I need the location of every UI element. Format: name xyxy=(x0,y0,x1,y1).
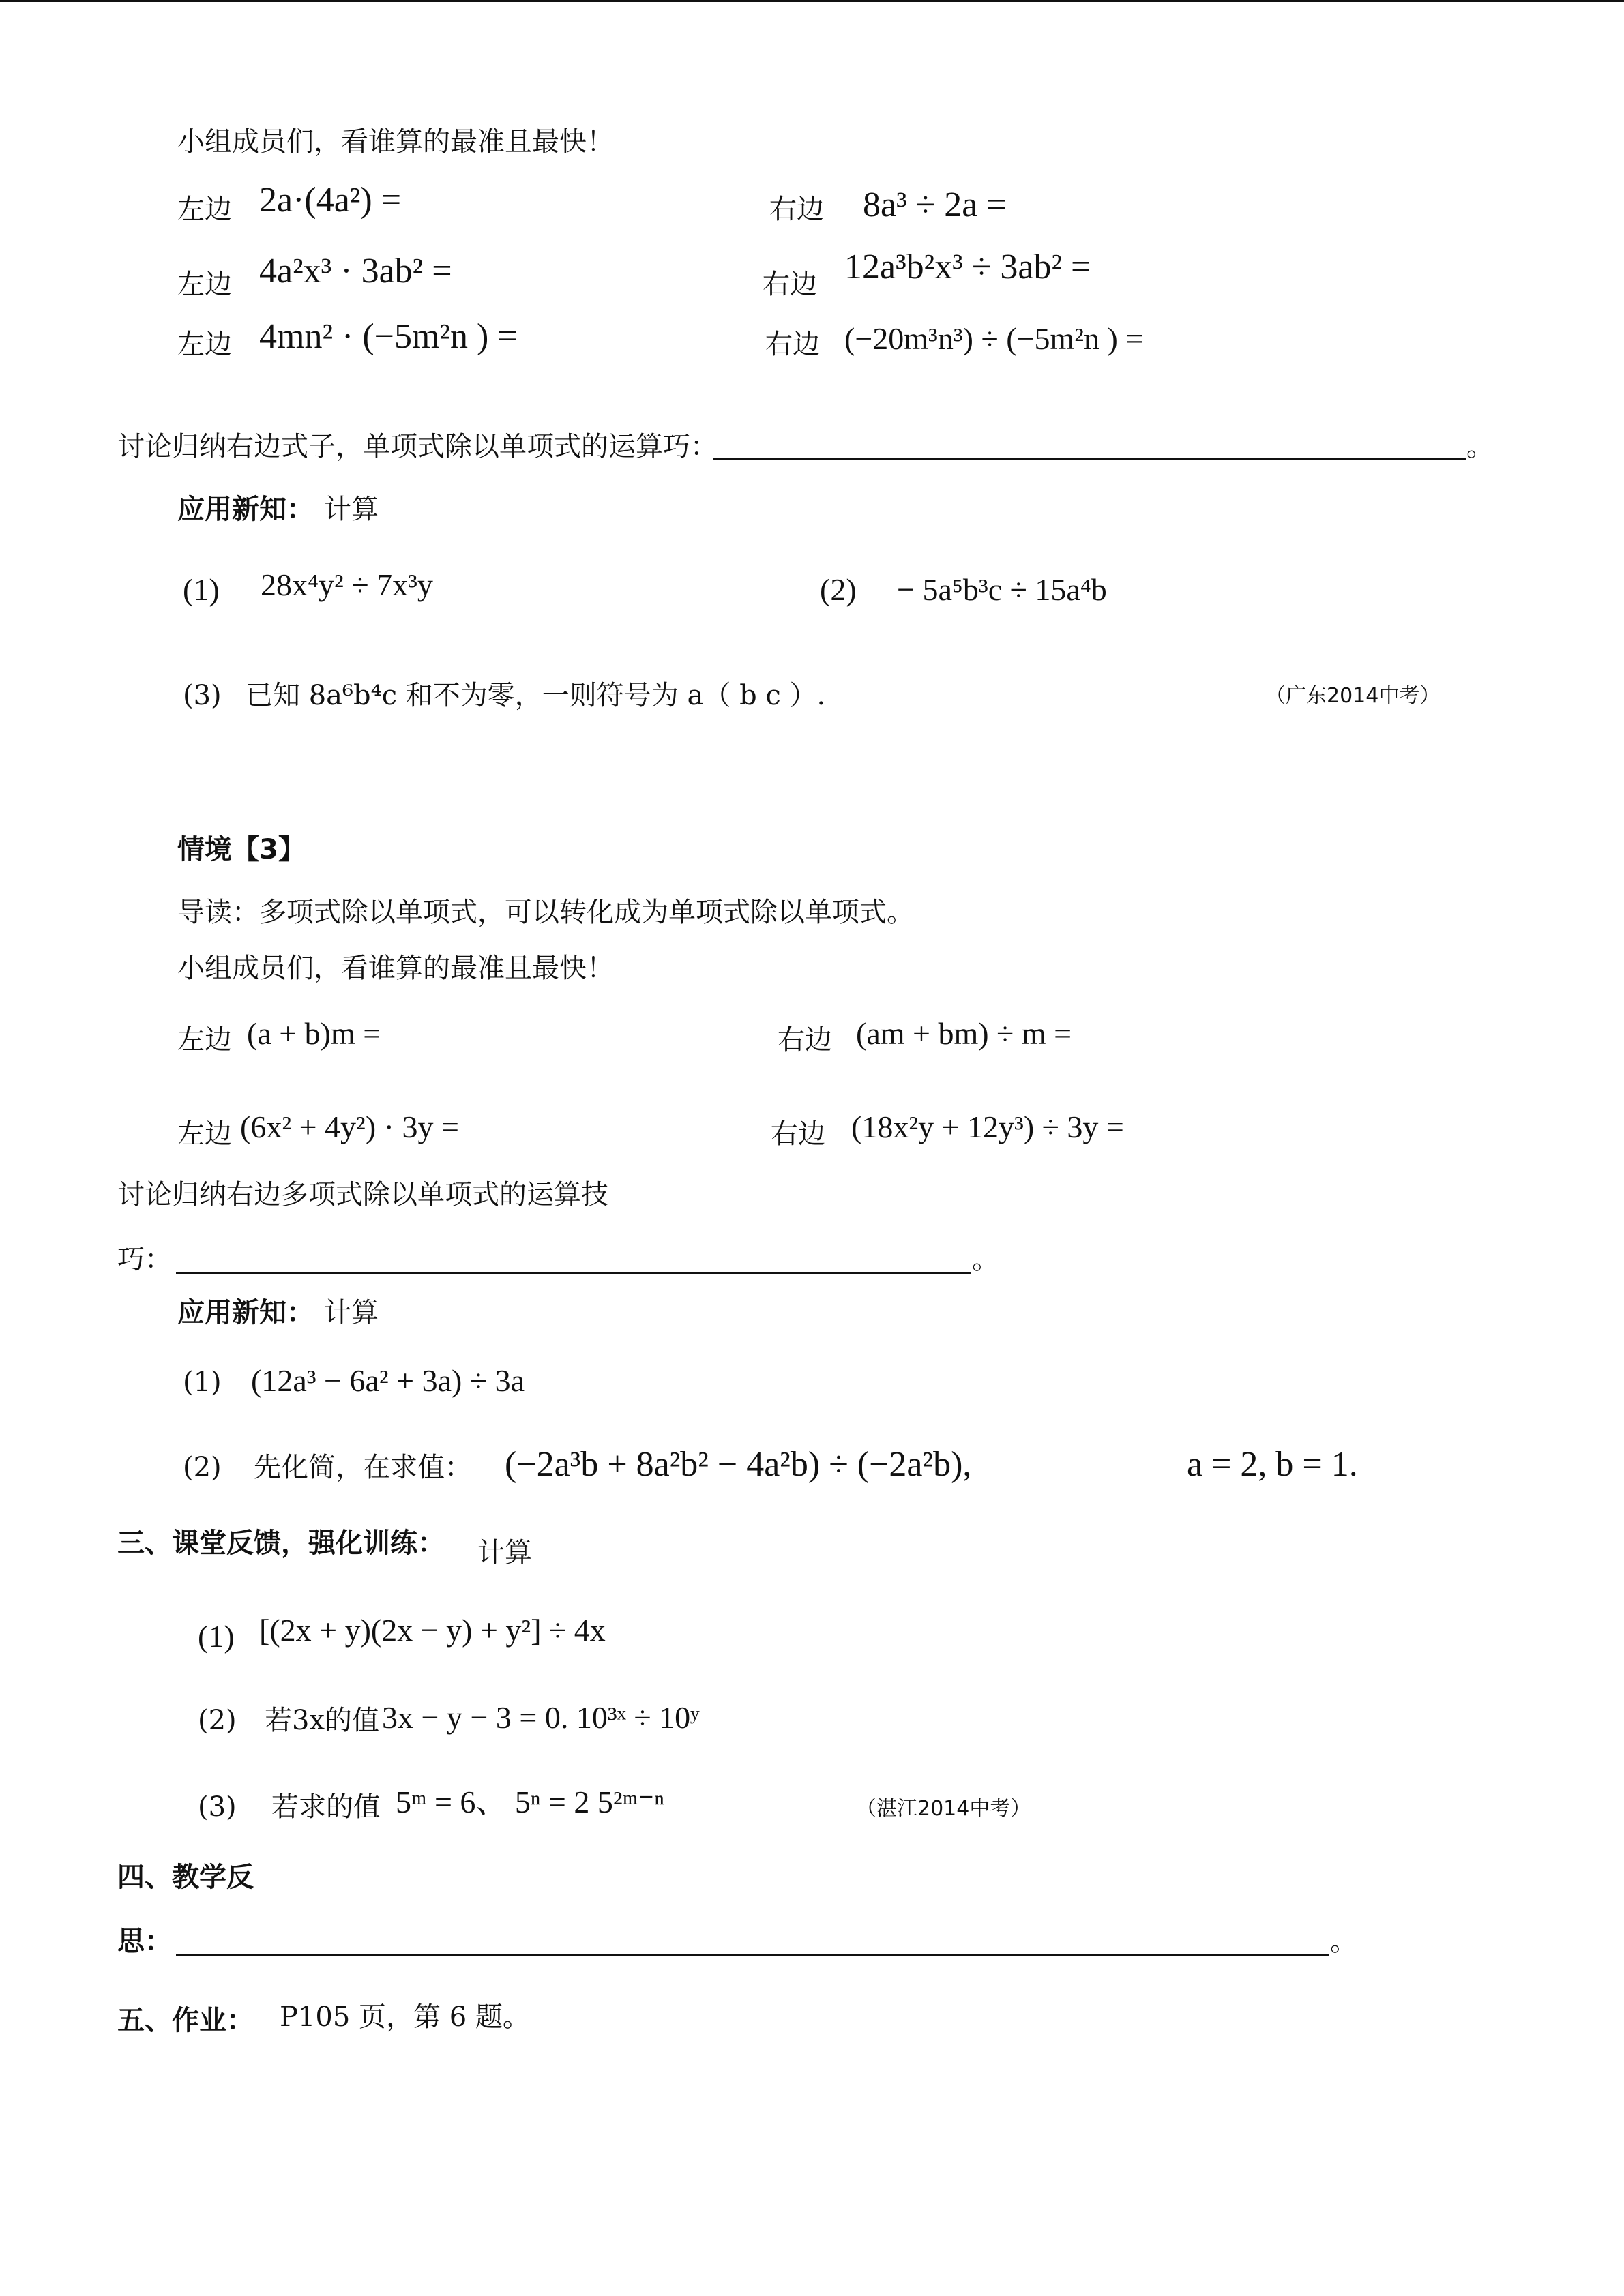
left-expr-1: (a + b)m = xyxy=(247,1016,381,1051)
right-expr-2: 12a³b²x³ ÷ 3ab² = xyxy=(844,248,1091,286)
problem-expr-1: (12a³ − 6a² + 3a) ÷ 3a xyxy=(251,1363,525,1398)
left-label: 左边 xyxy=(177,1118,232,1150)
left-expr-1: 2a·(4a²) = xyxy=(259,181,402,220)
right-label: 右边 xyxy=(778,1024,832,1056)
problem-number: (3) xyxy=(198,1791,237,1823)
summary-end: 。 xyxy=(1466,431,1494,462)
problem-number: (2) xyxy=(198,1705,237,1736)
apply-title: 应用新知： xyxy=(177,494,314,525)
problem-text-3: 已知 8a⁶b⁴c 和不为零，一则符号为 a（ b c ）. xyxy=(246,680,826,711)
left-expr-3: 4mn² · (−5m²n ) = xyxy=(259,317,518,356)
summary-text-2: 巧： xyxy=(117,1244,172,1275)
source-note: （广东2014中考） xyxy=(1265,684,1441,708)
problem-expr-2: − 5a⁵b³c ÷ 15a⁴b xyxy=(897,572,1107,607)
left-expr-2: (6x² + 4y²) · 3y = xyxy=(240,1109,459,1144)
right-expr-1: 8a³ ÷ 2a = xyxy=(863,185,1007,224)
summary-text: 讨论归纳右边多项式除以单项式的运算技 xyxy=(117,1179,608,1210)
problem-expr-1: [(2x + y)(2x − y) + y²] ÷ 4x xyxy=(259,1613,606,1648)
apply-sub: 计算 xyxy=(324,494,379,525)
problem-number: (3) xyxy=(183,680,222,711)
problem-text-2: 先化简，在求值： xyxy=(254,1452,472,1483)
apply-title: 应用新知： xyxy=(177,1297,314,1328)
problem-number: (1) xyxy=(183,572,220,607)
intro-text: 小组成员们，看谁算的最准且最快！ xyxy=(177,126,614,158)
problem-condition: a = 2, b = 1. xyxy=(1187,1445,1358,1484)
section-title: 四、教学反 xyxy=(117,1862,254,1893)
answer-blank xyxy=(176,1272,971,1274)
left-label: 左边 xyxy=(177,194,232,225)
problem-expr-3: 5ᵐ = 6、 5ⁿ = 2 5²ᵐ⁻ⁿ xyxy=(396,1785,664,1819)
apply-sub: 计算 xyxy=(324,1297,379,1328)
intro-text: 小组成员们，看谁算的最准且最快！ xyxy=(177,953,614,984)
section-title: 三、课堂反馈，强化训练： xyxy=(117,1527,445,1559)
left-label: 左边 xyxy=(177,329,232,360)
answer-blank xyxy=(176,1954,1329,1956)
right-label: 右边 xyxy=(769,194,824,225)
top-border xyxy=(0,0,1624,2)
section-sub: 计算 xyxy=(477,1537,532,1568)
problem-text-3: 若求的值 xyxy=(271,1791,381,1823)
summary-end: 。 xyxy=(972,1244,999,1275)
source-note: （湛江2014中考） xyxy=(856,1797,1031,1821)
right-label: 右边 xyxy=(771,1118,825,1150)
problem-expr-2: 3x − y − 3 = 0. 10³ˣ ÷ 10ʸ xyxy=(382,1700,700,1735)
problem-number: (1) xyxy=(198,1619,235,1654)
problem-number: (2) xyxy=(820,572,857,607)
problem-number: (2) xyxy=(183,1452,222,1483)
section-end: 。 xyxy=(1330,1926,1357,1957)
left-expr-2: 4a²x³ · 3ab² = xyxy=(259,252,452,290)
right-expr-1: (am + bm) ÷ m = xyxy=(856,1016,1072,1051)
section-title: 五、作业： xyxy=(117,2005,254,2036)
right-label: 右边 xyxy=(763,269,817,300)
right-expr-3: (−20m³n³) ÷ (−5m²n ) = xyxy=(844,321,1144,356)
left-label: 左边 xyxy=(177,269,232,300)
problem-expr-2: (−2a³b + 8a²b² − 4a²b) ÷ (−2a²b), xyxy=(505,1445,972,1484)
section-title-2: 思： xyxy=(117,1926,172,1957)
problem-expr-1: 28x⁴y² ÷ 7x³y xyxy=(261,567,433,602)
homework-text: P105 页，第 6 题。 xyxy=(280,2001,530,2033)
section-title: 情境【3】 xyxy=(177,834,306,865)
guide-text: 导读：多项式除以单项式，可以转化成为单项式除以单项式。 xyxy=(177,897,914,928)
right-expr-2: (18x²y + 12y³) ÷ 3y = xyxy=(851,1109,1124,1144)
answer-blank xyxy=(713,458,1466,460)
summary-text: 讨论归纳右边式子，单项式除以单项式的运算巧： xyxy=(117,431,718,462)
problem-text-2: 若3x的值 xyxy=(265,1705,380,1736)
right-label: 右边 xyxy=(765,329,820,360)
problem-number: (1) xyxy=(183,1367,222,1398)
left-label: 左边 xyxy=(177,1024,232,1056)
